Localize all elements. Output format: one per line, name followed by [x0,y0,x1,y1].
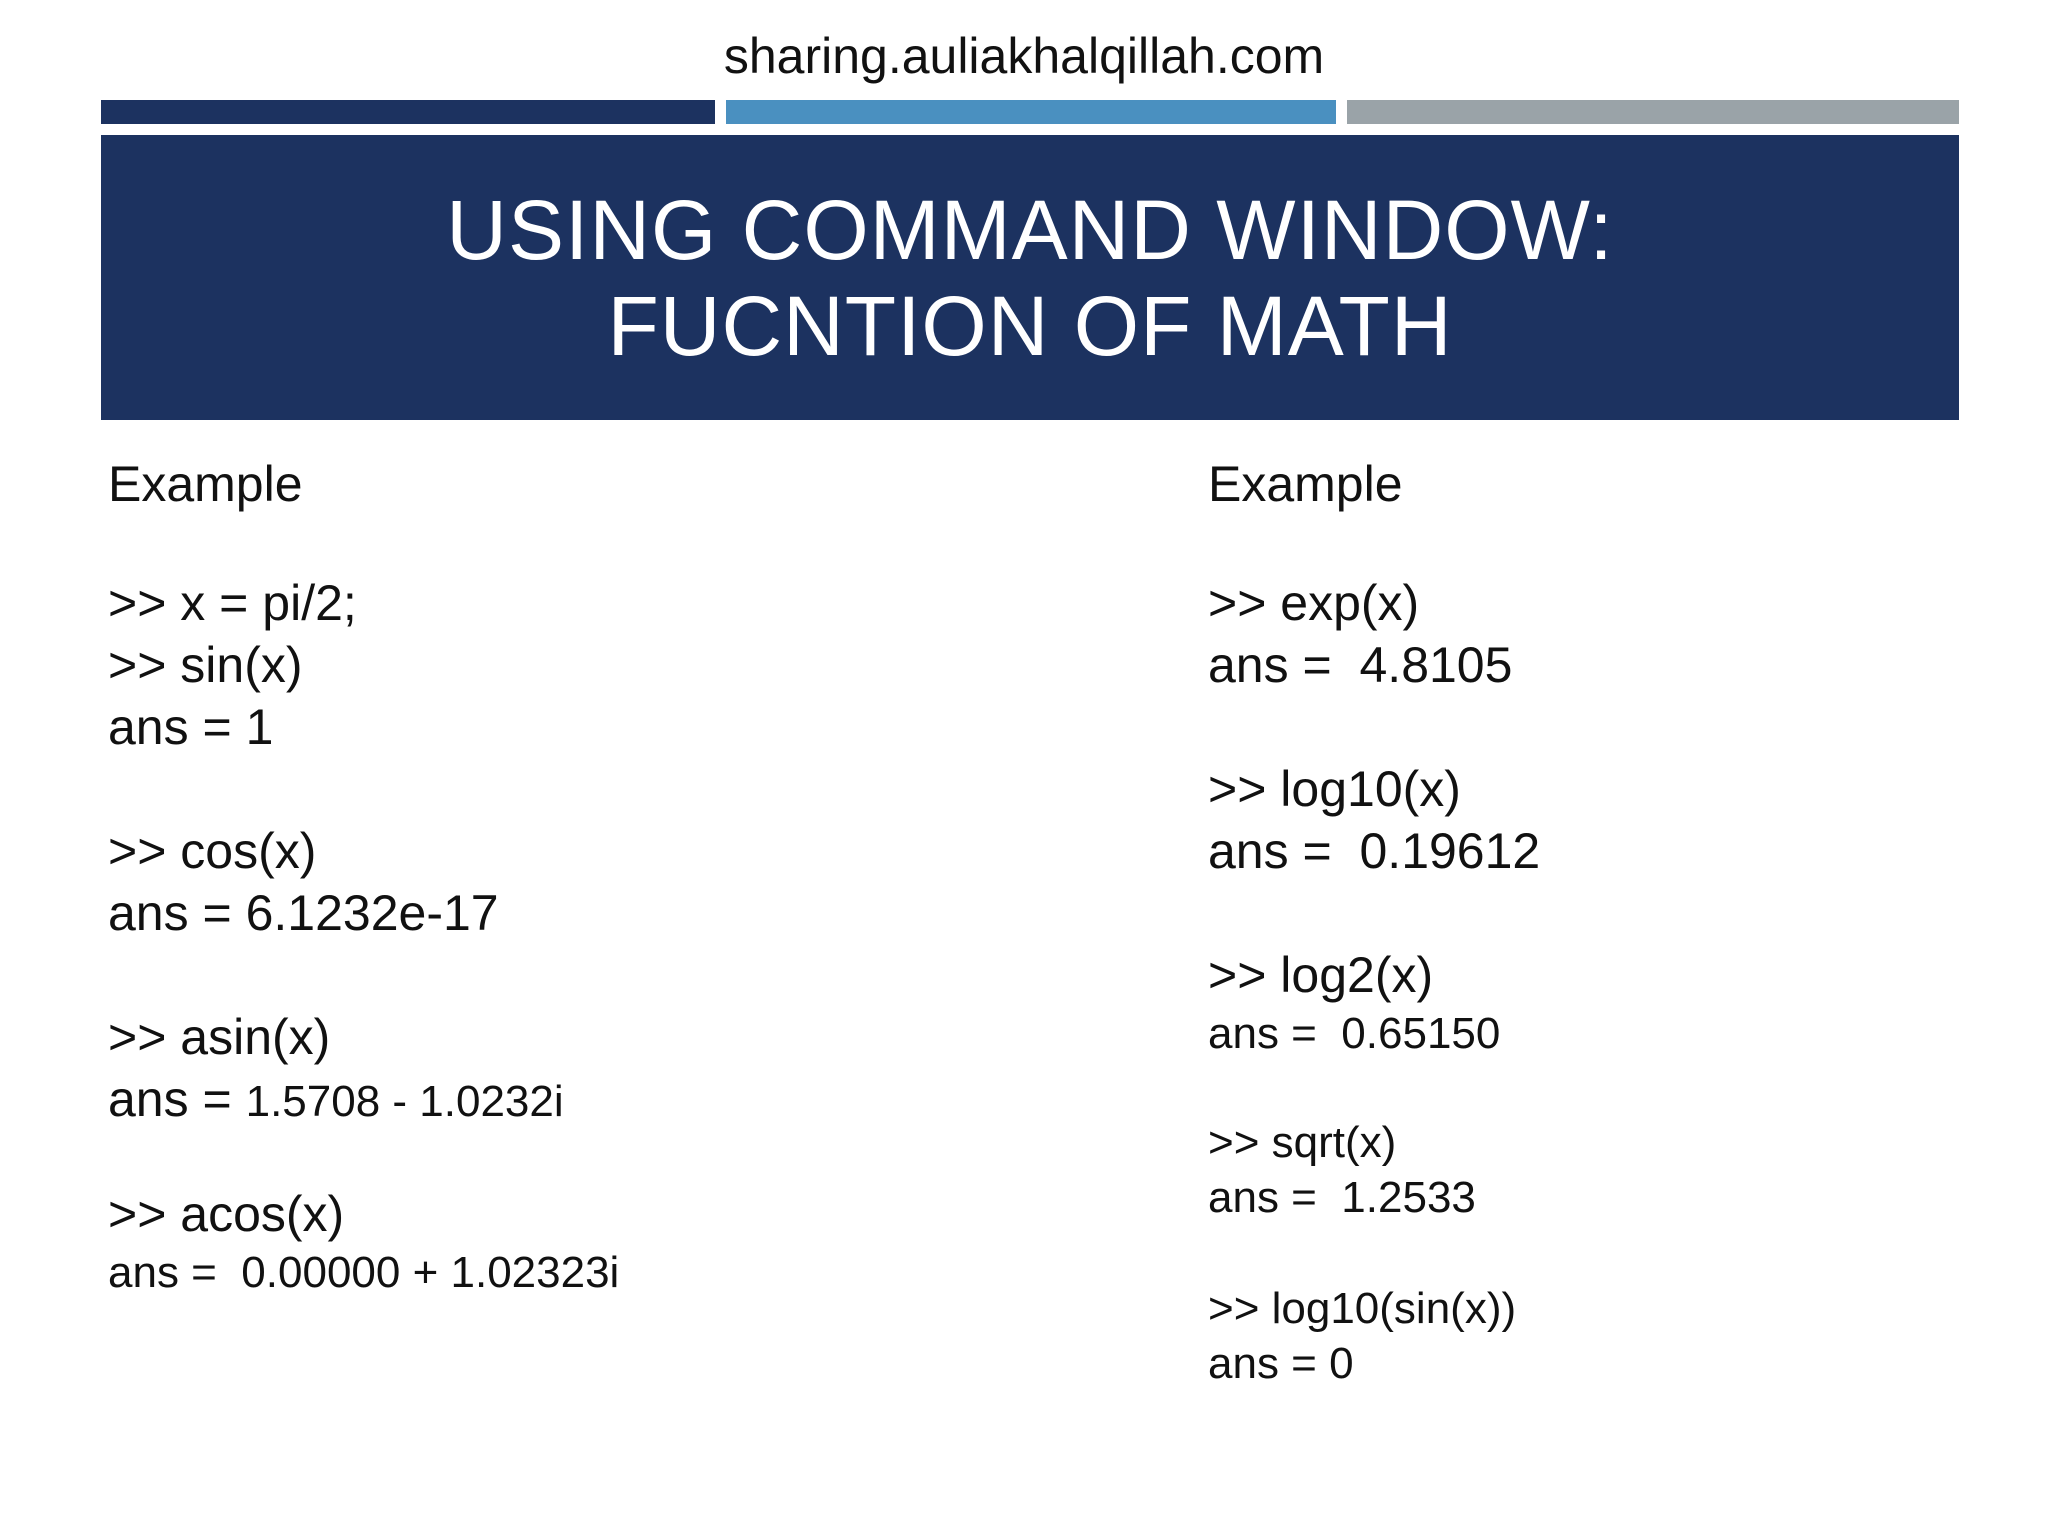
log2-answer: ans = 0.65150 [1208,1009,1501,1058]
left-column [108,448,1008,1300]
sqrt-example [1208,1115,2008,1225]
log2-command: >> log2(x) [1208,947,1434,1003]
left-example-heading: Example [108,456,303,512]
asin-answer-value: 1.5708 - 1.0232i [245,1077,564,1126]
right-column [1208,448,2008,1391]
cos-command: >> cos(x) [108,823,317,879]
x-assign-command: >> x = pi/2; [108,575,357,631]
title-banner [101,135,1959,420]
log10-sin-example [1208,1281,2008,1391]
log10-example [1208,758,2008,882]
sin-answer: ans = 1 [108,699,274,755]
asin-answer [108,1068,1008,1133]
log2-example [1208,944,2008,1061]
sin-command: >> sin(x) [108,637,303,693]
cos-answer: ans = 6.1232e-17 [108,885,499,941]
log10-answer: ans = 0.19612 [1208,823,1541,879]
asin-example [108,1006,1008,1133]
exp-answer: ans = 4.8105 [1208,637,1513,693]
accent-bar-gray [1347,100,1959,124]
acos-example [108,1183,1008,1300]
exp-command: >> exp(x) [1208,575,1420,631]
accent-bar-blue [726,100,1336,124]
site-url: sharing.auliakhalqillah.com [723,28,1325,84]
asin-answer-prefix: ans = [108,1071,246,1127]
log10-sin-command: >> log10(sin(x)) [1208,1284,1517,1333]
asin-command: >> asin(x) [108,1009,331,1065]
acos-answer: ans = 0.00000 + 1.02323i [108,1248,620,1297]
log10-sin-answer: ans = 0 [1208,1339,1354,1388]
log10-command: >> log10(x) [1208,761,1461,817]
slide-title-line-2: FUCNTION OF MATH [607,278,1453,373]
exp-example [1208,572,2008,696]
slide-title-line-1: USING COMMAND WINDOW: [446,182,1614,277]
sin-example [108,572,1008,758]
sqrt-answer: ans = 1.2533 [1208,1173,1476,1222]
acos-command: >> acos(x) [108,1186,345,1242]
accent-bar-dark [101,100,715,124]
sqrt-command: >> sqrt(x) [1208,1118,1397,1167]
right-example-heading: Example [1208,456,1403,512]
cos-example [108,820,1008,944]
